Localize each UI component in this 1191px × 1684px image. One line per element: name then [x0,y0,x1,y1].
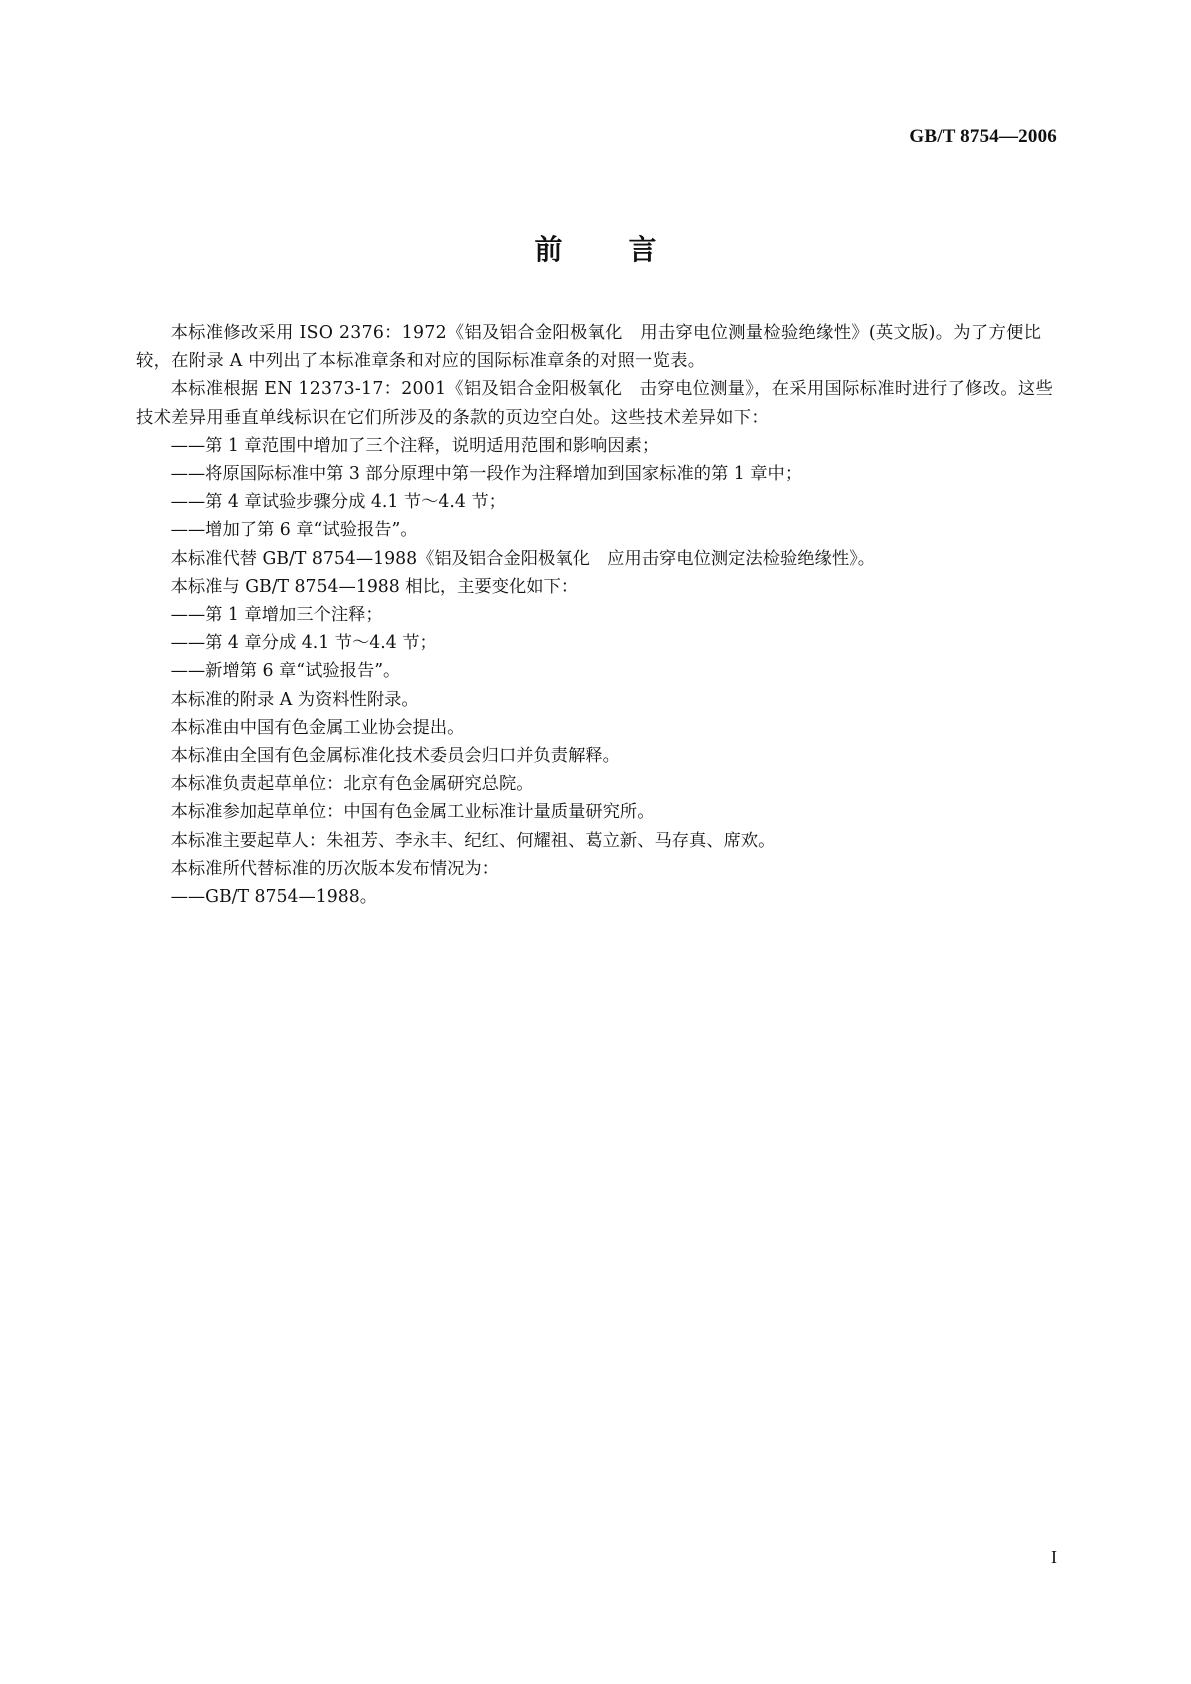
list-item: ——第 1 章范围中增加了三个注释，说明适用范围和影响因素； [170,435,660,456]
list-item: ——增加了第 6 章“试验报告”。 [170,520,418,541]
list-item: ——GB/T 8754—1988。 [170,887,378,908]
foreword-body [136,319,1058,911]
list-item: ——将原国际标准中第 3 部分原理中第一段作为注释增加到国家标准的第 1 章中； [170,464,803,485]
paragraph: 本标准由全国有色金属标准化技术委员会归口并负责解释。 [170,746,620,767]
paragraph: 本标准主要起草人：朱祖芳、李永丰、纪红、何耀祖、葛立新、马存真、席欢。 [170,830,776,851]
paragraph: 本标准根据 EN 12373-17：2001《铝及铝合金阳极氧化 击穿电位测量》，在采用国际标准时进行了修改。这些技术差异用垂直单线标识在它们所涉及的条款的页边空白处。这些技术差异如下： [136,379,1054,428]
page-title [0,228,1191,268]
standard-code: GB/T 8754—2006 [909,126,1057,147]
paragraph: 本标准参加起草单位：中国有色金属工业标准计量质量研究所。 [170,802,655,823]
paragraph: 本标准由中国有色金属工业协会提出。 [170,717,465,738]
paragraph: 本标准代替 GB/T 8754—1988《铝及铝合金阳极氧化 应用击穿电位测定法检验绝缘性》。 [170,548,876,569]
list-item: ——新增第 6 章“试验报告”。 [170,661,401,682]
paragraph: 本标准所代替标准的历次版本发布情况为： [170,858,499,879]
page-number: I [1051,1547,1057,1567]
list-item: ——第 1 章增加三个注释； [170,605,383,626]
list-item: ——第 4 章分成 4.1 节～4.4 节； [170,633,437,654]
paragraph: 本标准与 GB/T 8754—1988 相比，主要变化如下： [170,576,579,597]
paragraph: 本标准的附录 A 为资料性附录。 [170,689,419,710]
paragraph: 本标准修改采用 ISO 2376：1972《铝及铝合金阳极氧化 用击穿电位测量检验绝缘性》(英文版)。为了方便比较，在附录 A 中列出了本标准章条和对应的国际标准章条的对照一览表。 [136,323,1042,372]
page-title-char-2: 言 [628,233,657,266]
page-title-char-1: 前 [534,233,563,266]
paragraph: 本标准负责起草单位：北京有色金属研究总院。 [170,774,534,795]
list-item: ——第 4 章试验步骤分成 4.1 节～4.4 节； [170,492,506,513]
